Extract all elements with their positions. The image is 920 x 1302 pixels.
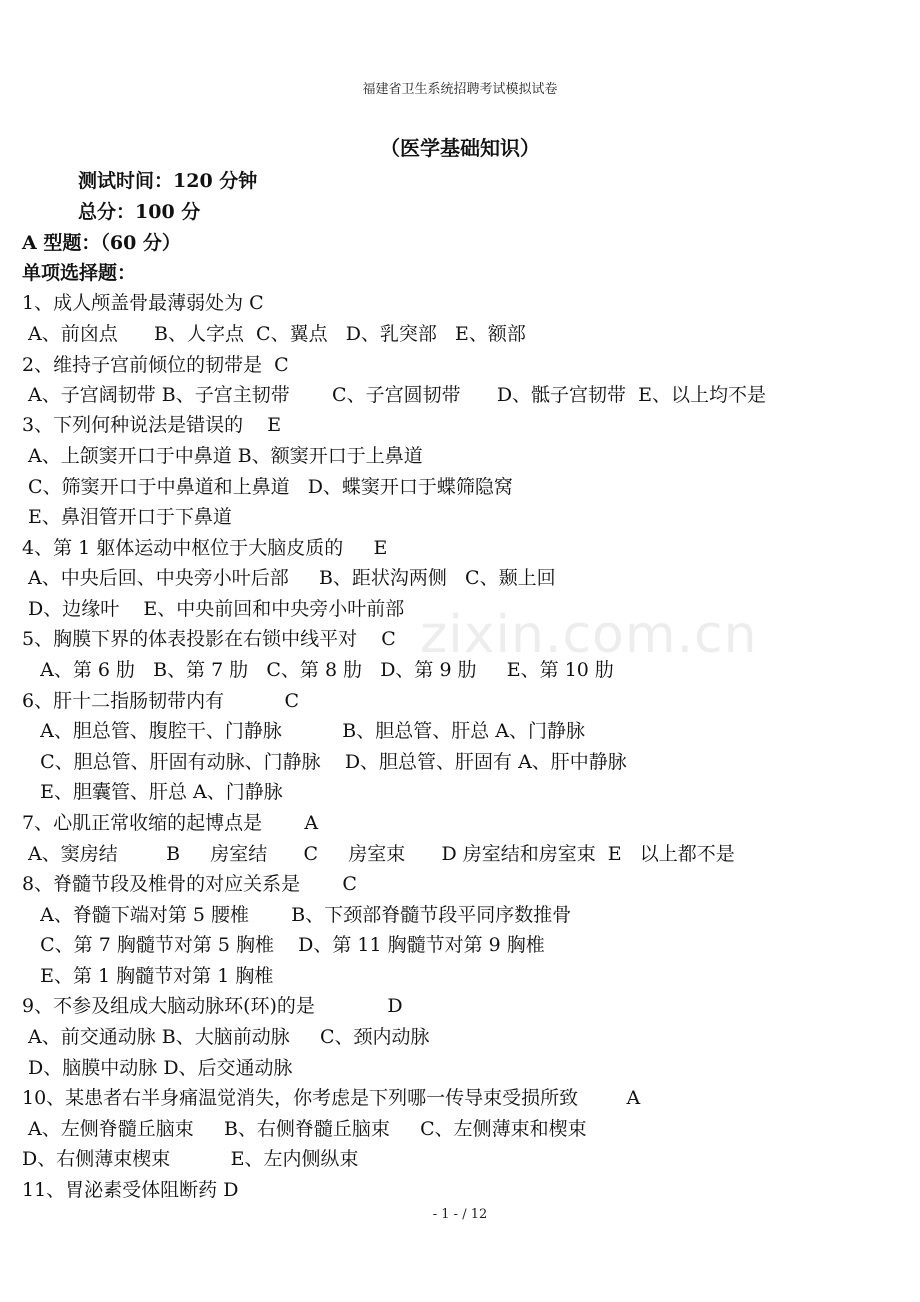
option-line: D、右侧薄束楔束 E、左内侧纵束 [22,1148,359,1170]
option-line: E、胆囊管、肝总 A、门静脉 [22,781,283,803]
option-line: C、胆总管、肝固有动脉、门静脉 D、胆总管、肝固有 A、肝中静脉 [22,751,627,773]
option-line: A、脊髓下端对第 5 腰椎 B、下颈部脊髓节段平同序数推骨 [22,904,572,926]
option-line: E、第 1 胸髓节对第 1 胸椎 [22,965,274,987]
section-heading: A 型题：（60 分） [22,232,181,254]
option-line: D、脑膜中动脉 D、后交通动脉 [22,1057,293,1079]
question-line: 9、不参及组成大脑动脉环(环)的是 D [22,995,403,1017]
question-line: 10、某患者右半身痛温觉消失，你考虑是下列哪一传导束受损所致 A [22,1087,641,1109]
option-line: A、子宫阔韧带 B、子宫主韧带 C、子宫圆韧带 D、骶子宫韧带 E、以上均不是 [22,384,766,406]
page-header: 福建省卫生系统招聘考试模拟试卷 [362,82,558,97]
question-line: 6、肝十二指肠韧带内有 C [22,690,300,712]
question-line: 8、脊髓节段及椎骨的对应关系是 C [22,873,357,895]
option-line: A、中央后回、中央旁小叶后部 B、距状沟两侧 C、颞上回 [22,567,556,589]
question-line: 1、成人颅盖骨最薄弱处为 C [22,292,264,314]
question-type-heading: 单项选择题： [22,262,137,284]
option-line: A、前囟点 B、人字点 C、翼点 D、乳突部 E、额部 [22,323,526,345]
option-line: A、胆总管、腹腔干、门静脉 B、胆总管、肝总 A、门静脉 [22,720,585,742]
option-line: C、筛窦开口于中鼻道和上鼻道 D、蝶窦开口于蝶筛隐窝 [22,476,513,498]
option-line: A、左侧脊髓丘脑束 B、右侧脊髓丘脑束 C、左侧薄束和楔束 [22,1118,587,1140]
question-line: 3、下列何种说法是错误的 E [22,414,282,436]
option-line: C、第 7 胸髓节对第 5 胸椎 D、第 11 胸髓节对第 9 胸椎 [22,934,545,956]
question-line: 11、胃泌素受体阻断药 D [22,1179,239,1201]
question-line: 4、第 1 躯体运动中枢位于大脑皮质的 E [22,537,388,559]
question-line: 7、心肌正常收缩的起博点是 A [22,812,319,834]
option-line: D、边缘叶 E、中央前回和中央旁小叶前部 [22,598,405,620]
watermark: zixin.com.cn [420,605,758,665]
question-line: 2、维持子宫前倾位的韧带是 C [22,354,289,376]
total-score: 总分：100 分 [78,201,201,223]
page-footer: - 1 - / 12 [432,1207,488,1222]
document-title: （医学基础知识） [380,136,540,160]
test-time: 测试时间：120 分钟 [78,170,258,192]
question-line: 5、胸膜下界的体表投影在右锁中线平对 C [22,628,396,650]
option-line: A、窦房结 B 房室结 C 房室束 D 房室结和房室束 E 以上都不是 [22,843,735,865]
option-line: A、上颌窦开口于中鼻道 B、额窦开口于上鼻道 [22,445,423,467]
option-line: A、前交通动脉 B、大脑前动脉 C、颈内动脉 [22,1026,430,1048]
option-line: E、鼻泪管开口于下鼻道 [22,506,232,528]
option-line: A、第 6 肋 B、第 7 肋 C、第 8 肋 D、第 9 肋 E、第 10 肋 [22,659,614,681]
